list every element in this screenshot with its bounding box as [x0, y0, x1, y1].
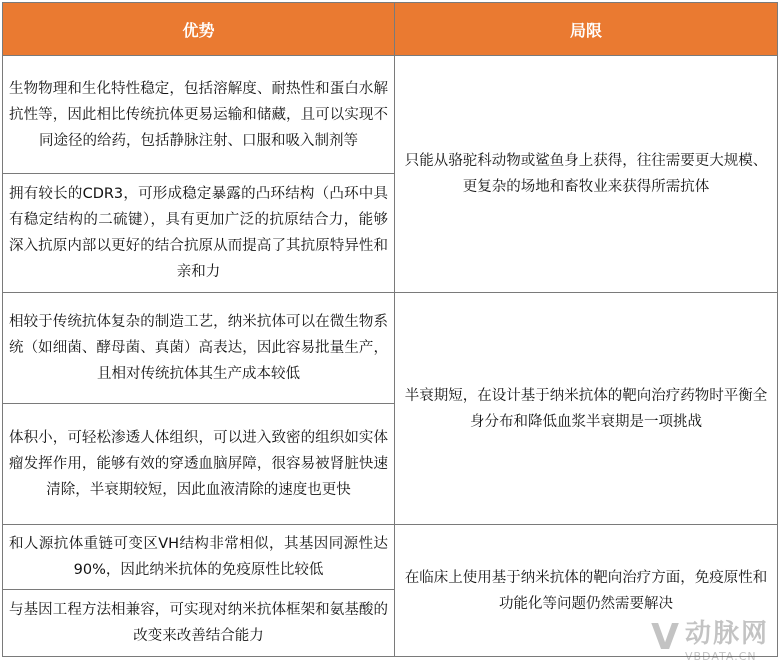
limitation-cell: 半衰期短，在设计基于纳米抗体的靶向治疗药物时平衡全身分布和降低血浆半衰期是一项挑战	[395, 293, 778, 525]
table-row	[3, 525, 778, 590]
header-advantages: 优势	[3, 3, 395, 56]
advantage-cell: 和人源抗体重链可变区VH结构非常相似，其基因同源性达90%，因此纳米抗体的免疫原性比较低	[3, 525, 395, 590]
table-header-row	[3, 3, 778, 56]
advantage-cell: 与基因工程方法相兼容，可实现对纳米抗体框架和氨基酸的改变来改善结合能力	[3, 590, 395, 657]
limitation-cell: 在临床上使用基于纳米抗体的靶向治疗方面，免疫原性和功能化等问题仍然需要解决	[395, 525, 778, 657]
watermark-name: 动脉网	[684, 619, 769, 649]
table-row	[3, 293, 778, 404]
table-row	[3, 56, 778, 174]
advantage-cell: 生物物理和生化特性稳定，包括溶解度、耐热性和蛋白水解抗性等，因此相比传统抗体更易运输和储藏，且可以实现不同途径的给药，包括静脉注射、口服和吸入制剂等	[3, 56, 395, 174]
advantages-limitations-table	[2, 2, 778, 657]
watermark-site: VBDATA.CN	[684, 650, 757, 663]
header-limitations: 局限	[395, 3, 778, 56]
advantage-cell: 体积小，可轻松渗透人体组织，可以进入致密的组织如实体瘤发挥作用，能够有效的穿透血脑屏障，很容易被肾脏快速清除，半衰期较短，因此血液清除的速度也更快	[3, 404, 395, 525]
advantage-cell: 相较于传统抗体复杂的制造工艺，纳米抗体可以在微生物系统（如细菌、酵母菌、真菌）高表达，因此容易批量生产，且相对传统抗体其生产成本较低	[3, 293, 395, 404]
advantage-cell: 拥有较长的CDR3，可形成稳定暴露的凸环结构（凸环中具有稳定结构的二硫键），具有更加广泛的抗原结合力，能够深入抗原内部以更好的结合抗原从而提高了其抗原特异性和亲和力	[3, 174, 395, 293]
vbdata-logo-icon: V	[651, 617, 679, 658]
limitation-cell: 只能从骆驼科动物或鲨鱼身上获得，往往需要更大规模、更复杂的场地和畜牧业来获得所需抗体	[395, 56, 778, 293]
